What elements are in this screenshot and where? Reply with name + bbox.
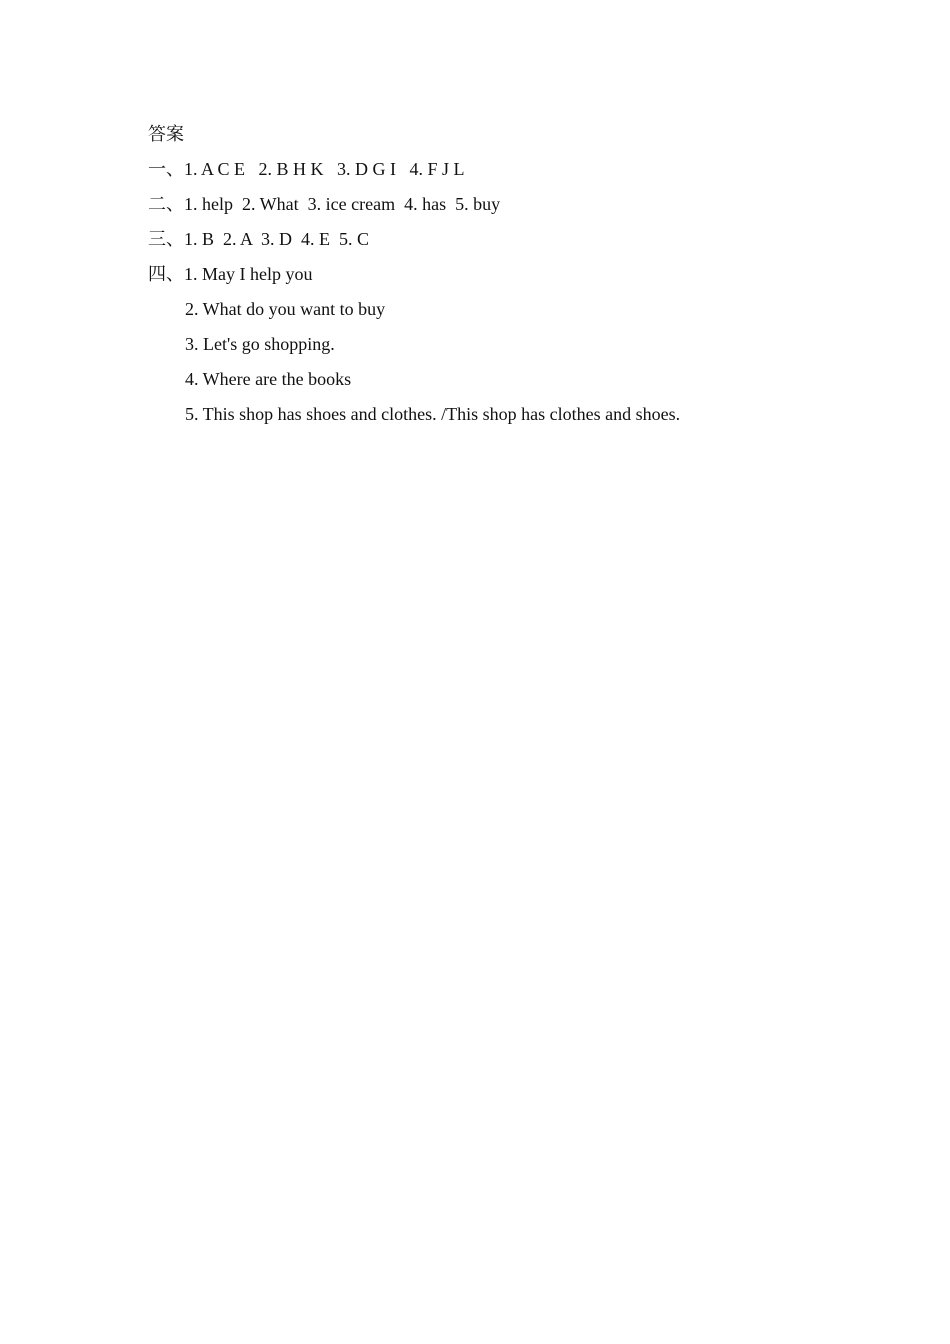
section-2-text: 1. help 2. What 3. ice cream 4. has 5. buy (184, 194, 501, 214)
section-4-item-1: 1. May I help you (184, 264, 313, 284)
section-3-prefix: 三、 (148, 229, 184, 249)
answer-key (148, 121, 848, 436)
section-4-item-2: 2. What do you want to buy (185, 299, 386, 319)
section-1-answers (148, 156, 848, 191)
section-2-prefix: 二、 (148, 194, 184, 214)
section-3-text: 1. B 2. A 3. D 4. E 5. C (184, 229, 370, 249)
section-4-prefix: 四、 (148, 264, 184, 284)
section-4-item-4: 4. Where are the books (185, 369, 352, 389)
answer-title: 答案 (148, 124, 184, 144)
section-3-answers (148, 226, 848, 261)
section-4-answers (148, 261, 848, 296)
section-4-item-5: 5. This shop has shoes and clothes. /This shop has clothes and shoes. (185, 404, 681, 424)
section-4-item-3: 3. Let's go shopping. (185, 334, 335, 354)
section-2-answers (148, 191, 848, 226)
section-1-text: 1. A C E 2. B H K 3. D G I 4. F J L (184, 159, 465, 179)
section-1-prefix: 一、 (148, 159, 184, 179)
